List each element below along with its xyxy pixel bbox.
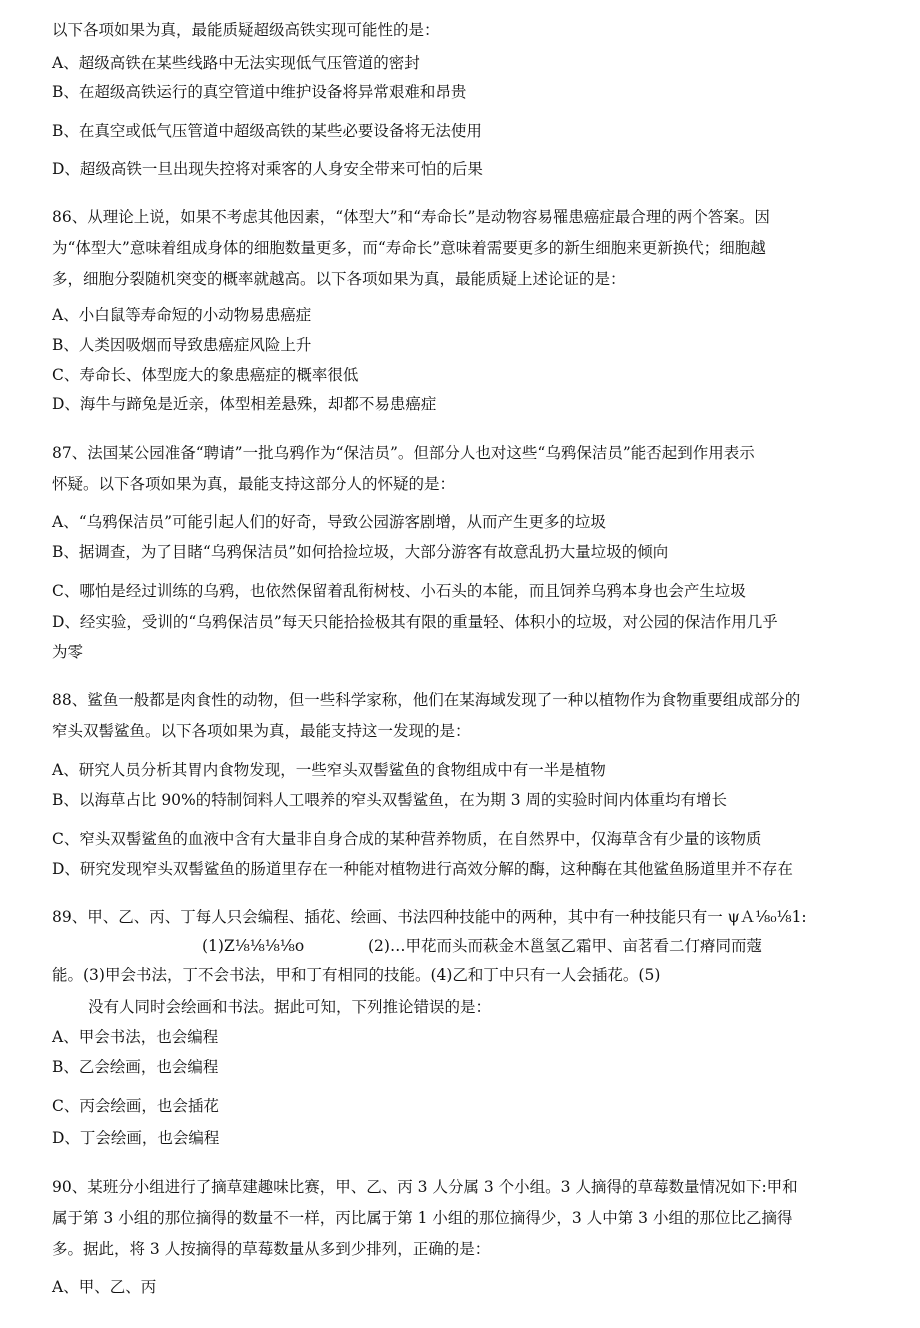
answer-option-a: A、研究人员分析其胃内食物发现，一些窄头双髻鲨鱼的食物组成中有一半是植物 — [52, 761, 606, 779]
answer-option-c: C、丙会绘画，也会插花 — [52, 1097, 219, 1115]
answer-option-a: A、甲、乙、丙 — [52, 1278, 157, 1296]
question-stem: 以下各项如果为真，最能质疑超级高铁实现可能性的是： — [52, 21, 440, 39]
answer-option-b: B、以海草占比 90%的特制饲料人工喂养的窄头双髻鲨鱼，在为期 3 周的实验时间内体重均有增长 — [52, 791, 727, 809]
question-87-stem-line: 怀疑。以下各项如果为真，最能支持这部分人的怀疑的是： — [52, 475, 456, 493]
question-90-stem-line: 90、某班分小组进行了摘草建趣味比赛，甲、乙、丙 3 人分属 3 个小组。3 人摘得的草莓数量情况如下:甲和 — [52, 1178, 798, 1196]
answer-option-a: A、超级高铁在某些线路中无法实现低气压管道的密封 — [52, 54, 420, 72]
answer-option-b: B、人类因吸烟而导致患癌症风险上升 — [52, 336, 312, 354]
answer-option-c: C、哪怕是经过训练的乌鸦，也依然保留着乱衔树枝、小石头的本能，而且饲养乌鸦本身也会产生垃圾 — [52, 582, 746, 600]
question-89-garbled-text: (1)Z⅛⅛⅛⅛o — [202, 937, 305, 955]
answer-option-b: B、在超级高铁运行的真空管道中维护设备将异常艰难和昂贵 — [52, 83, 467, 101]
question-88-stem-line: 窄头双髻鲨鱼。以下各项如果为真，最能支持这一发现的是： — [52, 722, 471, 740]
question-90-stem-line: 属于第 3 小组的那位摘得的数量不一样，丙比属于第 1 小组的那位摘得少，3 人中第 3 小组的那位比乙摘得 — [52, 1209, 793, 1227]
answer-option-b: B、在真空或低气压管道中超级高铁的某些必要设备将无法使用 — [52, 122, 482, 140]
question-88-stem-line: 88、鲨鱼一般都是肉食性的动物，但一些科学家称，他们在某海域发现了一种以植物作为食物重要组成部分的 — [52, 691, 801, 709]
answer-option-b: B、据调查，为了目睹“乌鸦保洁员”如何拾捡垃圾，大部分游客有故意乱扔大量垃圾的倾向 — [52, 543, 669, 561]
answer-option-a: A、甲会书法，也会编程 — [52, 1028, 219, 1046]
question-89-garbled-text: (2)…甲花而头而萩金木邕氢乙霜甲、亩茗看二仃瘠同而蔻 — [368, 937, 762, 955]
answer-option-d: D、经实验，受训的“乌鸦保洁员”每天只能拾捡极其有限的重量轻、体积小的垃圾，对公园的保洁作用几乎 — [52, 613, 778, 631]
answer-option-a: A、“乌鸦保洁员”可能引起人们的好奇，导致公园游客剧增，从而产生更多的垃圾 — [52, 513, 607, 531]
answer-option-d-continued: 为零 — [52, 643, 84, 661]
question-87-stem-line: 87、法国某公园准备“聘请”一批乌鸦作为“保洁员”。但部分人也对这些“乌鸦保洁员”能否起到作用表示 — [52, 444, 755, 462]
answer-option-c: C、寿命长、体型庞大的象患癌症的概率很低 — [52, 366, 359, 384]
question-89-stem-line: 没有人同时会绘画和书法。据此可知，下列推论错误的是： — [88, 998, 492, 1016]
question-86-stem-line: 多，细胞分裂随机突变的概率就越高。以下各项如果为真，最能质疑上述论证的是： — [52, 270, 626, 288]
question-86-stem-line: 86、从理论上说，如果不考虑其他因素，“体型大”和“寿命长”是动物容易罹患癌症最合理的两个答案。因 — [52, 208, 770, 226]
question-90-stem-line: 多。据此，将 3 人按摘得的草莓数量从多到少排列，正确的是： — [52, 1240, 491, 1258]
answer-option-b: B、乙会绘画，也会编程 — [52, 1058, 219, 1076]
answer-option-a: A、小白鼠等寿命短的小动物易患癌症 — [52, 306, 312, 324]
answer-option-d: D、研究发现窄头双髻鲨鱼的肠道里存在一种能对植物进行高效分解的酶，这种酶在其他鲨鱼肠道里并不存在 — [52, 860, 793, 878]
answer-option-d: D、丁会绘画，也会编程 — [52, 1129, 220, 1147]
answer-option-c: C、窄头双髻鲨鱼的血液中含有大量非自身合成的某种营养物质，在自然界中，仅海草含有少量的该物质 — [52, 830, 762, 848]
answer-option-d: D、超级高铁一旦出现失控将对乘客的人身安全带来可怕的后果 — [52, 160, 483, 178]
question-89-stem-line: 能。(3)甲会书法，丁不会书法，甲和丁有相同的技能。(4)乙和丁中只有一人会插花。(5) — [52, 966, 661, 984]
question-89-stem-line: 89、甲、乙、丙、丁每人只会编程、插花、绘画、书法四种技能中的两种，其中有一种技能只有一 ψＡ⅛₀⅛1: — [52, 908, 807, 926]
answer-option-d: D、海牛与蹄兔是近亲，体型相差悬殊，却都不易患癌症 — [52, 395, 437, 413]
question-86-stem-line: 为“体型大”意味着组成身体的细胞数量更多，而“寿命长”意味着需要更多的新生细胞来更新换代；细胞越 — [52, 239, 766, 257]
